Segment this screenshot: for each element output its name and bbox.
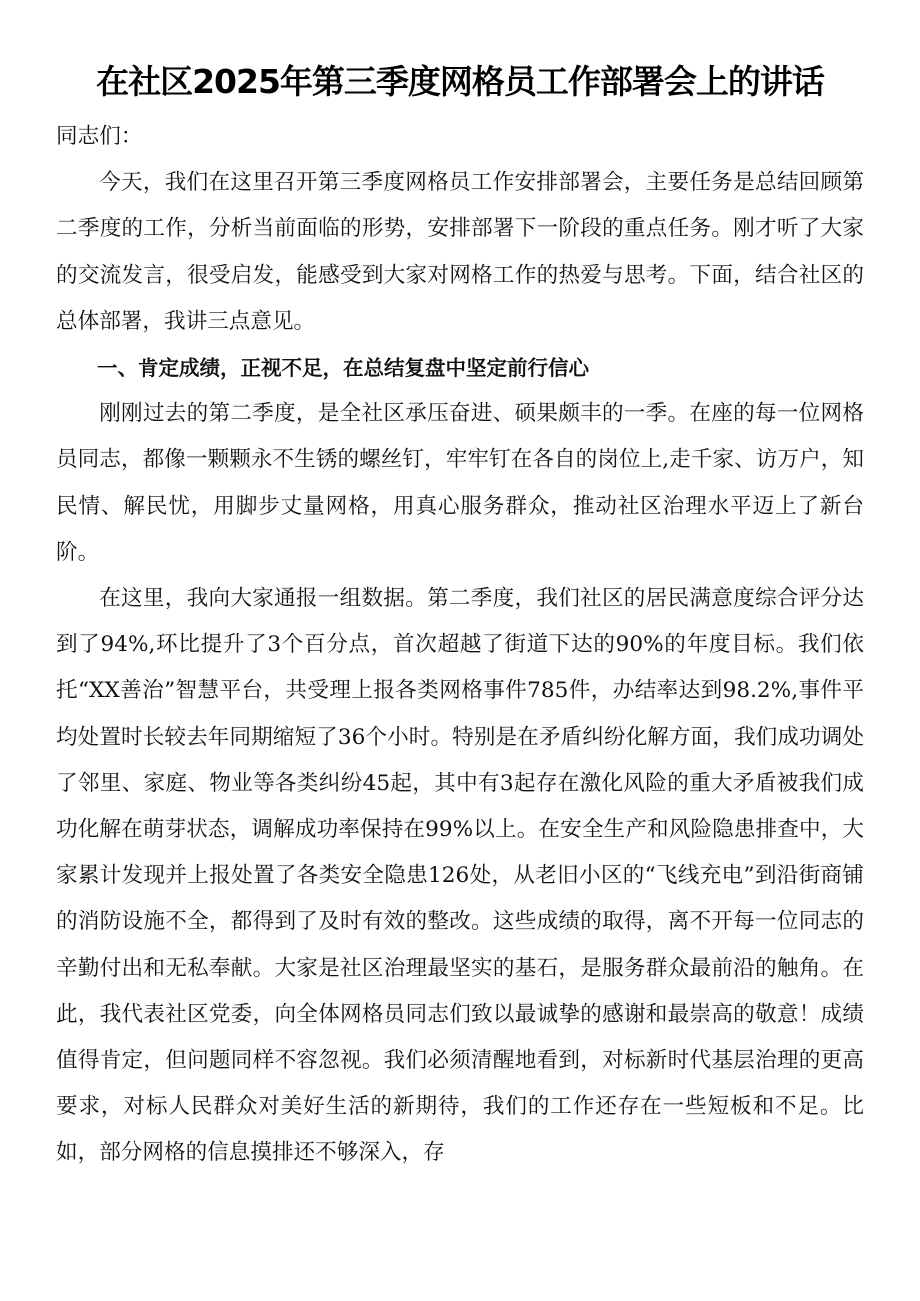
salutation: 同志们： [56, 124, 143, 149]
paragraph-intro: 今天，我们在这里召开第三季度网格员工作安排部署会，主要任务是总结回顾第二季度的工作，分析当前面临的形势，安排部署下一阶段的重点任务。刚才听了大家的交流发言，很受启发，能感受到大家对网格工作的热爱与思考。下面，结合社区的总体部署，我讲三点意见。 [56, 170, 864, 334]
document-body [56, 114, 864, 1177]
paragraph-review: 刚刚过去的第二季度，是全社区承压奋进、硕果颇丰的一季。在座的每一位网格员同志，都像一颗颗永不生锈的螺丝钉，牢牢钉在各自的岗位上,走千家、访万户，知民情、解民忧，用脚步丈量网格，用真心服务群众，推动社区治理水平迈上了新台阶。 [56, 401, 864, 565]
paragraph-data-report: 在这里，我向大家通报一组数据。第二季度，我们社区的居民满意度综合评分达到了94%,环比提升了3个百分点，首次超越了街道下达的90%的年度目标。我们依托“XX善治”智慧平台，共受理上报各类网格事件785件，办结率达到98.2%,事件平均处置时长较去年同期缩短了36个小时。特别是在矛盾纠纷化解方面，我们成功调处了邻里、家庭、物业等各类纠纷45起，其中有3起存在激化风险的重大矛盾被我们成功化解在萌芽状态，调解成功率保持在99%以上。在安全生产和风险隐患排查中，大家累计发现并上报处置了各类安全隐患126处，从老旧小区的“飞线充电”到沿街商铺的消防设施不全，都得到了及时有效的整改。这些成绩的取得，离不开每一位同志的辛勤付出和无私奉献。大家是社区治理最坚实的基石，是服务群众最前沿的触角。在此，我代表社区党委，向全体网格员同志们致以最诚挚的感谢和最崇高的敬意！成绩值得肯定，但问题同样不容忽视。我们必须清醒地看到，对标新时代基层治理的更高要求，对标人民群众对美好生活的新期待，我们的工作还存在一些短板和不足。比如，部分网格的信息摸排还不够深入，存 [56, 586, 864, 1166]
section-heading-1: 一、肯定成绩，正视不足，在总结复盘中坚定前行信心 [97, 356, 589, 381]
document-title: 在社区2025年第三季度网格员工作部署会上的讲话 [96, 62, 824, 101]
